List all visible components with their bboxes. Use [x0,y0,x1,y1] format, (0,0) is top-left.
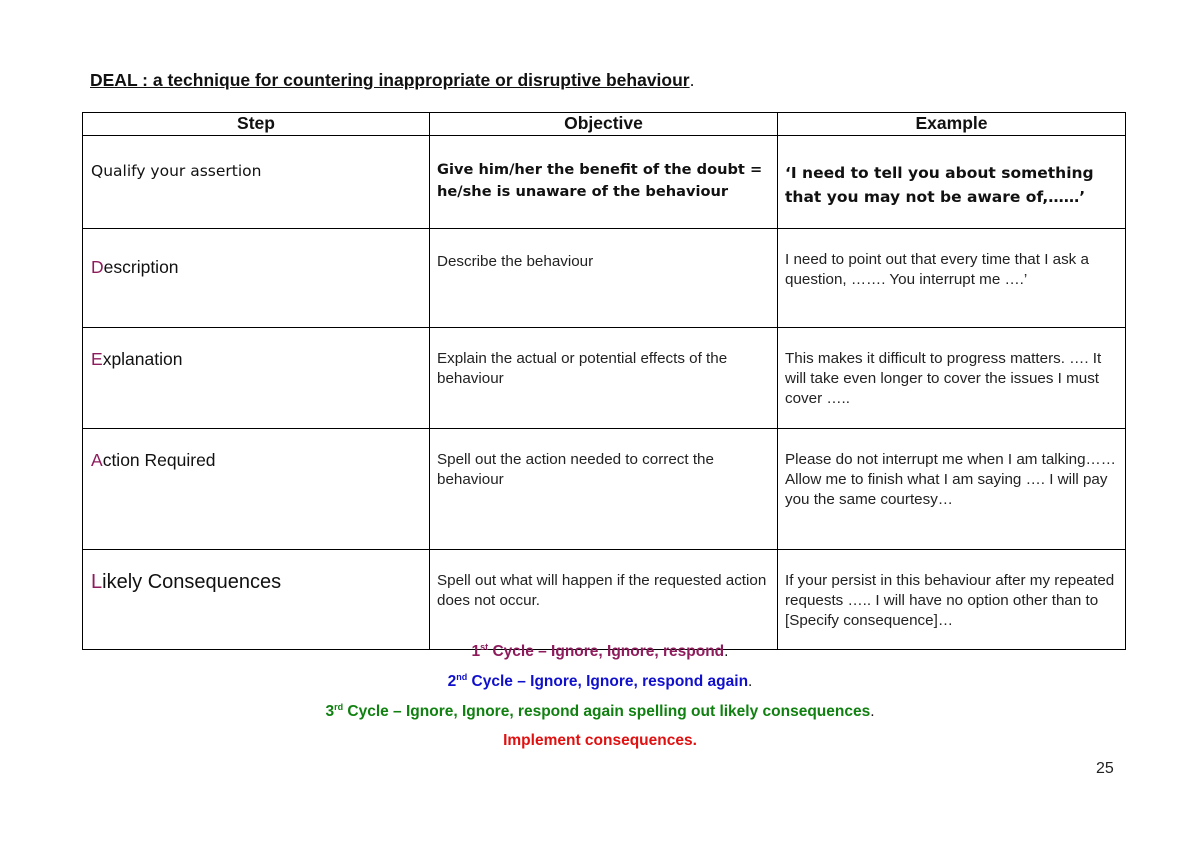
cycle-text: Cycle – Ignore, Ignore, respond again [467,673,749,691]
step-rest: ction Required [102,450,216,470]
cycle-3-line [0,702,1200,721]
step-initial: E [91,349,103,369]
header-step: Step [83,113,430,136]
example-cell [778,429,1126,550]
step-label [84,230,428,278]
table-row [83,136,1126,229]
example-text: This makes it difficult to progress matters. …. It will take even longer to cover the issues I must cover ….. [785,350,1102,407]
example-text: I need to point out that every time that I ask a question, ……. You interrupt me ….’ [785,251,1089,288]
step-label [84,430,428,471]
cycle-2-line [0,672,1200,691]
header-objective: Objective [430,113,778,136]
example-cell [778,328,1126,429]
example-text: Please do not interrupt me when I am talking…… Allow me to finish what I am saying …. I will pay you the same courtesy… [785,451,1116,508]
step-label [84,329,428,370]
objective-text: Explain the actual or potential effects of the behaviour [437,350,728,387]
table-row [83,328,1126,429]
example-cell [778,136,1126,229]
cycle-ordinal: rd [334,702,344,712]
step-initial: L [91,571,103,593]
table-row [83,550,1126,650]
example-cell [778,229,1126,328]
title-period: . [689,70,695,90]
cycle-ordinal: st [480,642,489,652]
objective-cell [430,429,778,550]
cycle-ordinal: nd [456,672,468,682]
page-number: 25 [1096,760,1114,777]
example-cell [778,550,1126,650]
cycle-number: 2 [447,673,457,691]
step-cell [83,429,430,550]
objective-text: Describe the behaviour [437,253,594,270]
cycle-period: . [870,703,875,721]
cycle-number: 1 [471,643,481,661]
title-text: DEAL : a technique for countering inappropriate or disruptive behaviour [90,70,690,90]
step-cell [83,229,430,328]
step-cell [83,328,430,429]
objective-text: Spell out the action needed to correct the behaviour [437,451,714,488]
cycle-text: Implement consequences. [503,732,697,749]
cycle-number: 3 [325,703,335,721]
objective-text: Spell out what will happen if the requested action does not occur. [437,572,767,609]
cycle-text: Cycle – Ignore, Ignore, respond again spelling out likely consequences [343,703,871,721]
table-header-row [83,113,1126,136]
step-cell [83,550,430,650]
objective-cell [430,550,778,650]
step-label [84,551,428,594]
example-text: If your persist in this behaviour after my repeated requests ….. I will have no option other than to [Specify consequence]… [785,572,1115,629]
objective-cell [430,229,778,328]
implement-consequences-line [0,732,1200,750]
step-rest: ikely Consequences [102,571,282,593]
cycle-1-line [0,642,1200,661]
cycle-text: Cycle – Ignore, Ignore, respond [488,643,725,661]
table-row [83,429,1126,550]
objective-text: Give him/her the benefit of the doubt = he/she is unaware of the behaviour [437,161,763,200]
step-initial: D [91,257,104,277]
step-label: Qualify your assertion [91,162,262,180]
cycle-period: . [748,673,753,691]
document-title [90,70,694,91]
header-example: Example [778,113,1126,136]
deal-table [82,112,1126,650]
example-text: ‘I need to tell you about something that you may not be aware of,……’ [785,164,1094,206]
table-row [83,229,1126,328]
objective-cell [430,136,778,229]
cycle-period: . [724,643,729,661]
step-cell [83,136,430,229]
objective-cell [430,328,778,429]
step-initial: A [91,450,103,470]
step-rest: xplanation [102,349,183,369]
step-rest: escription [103,257,179,277]
